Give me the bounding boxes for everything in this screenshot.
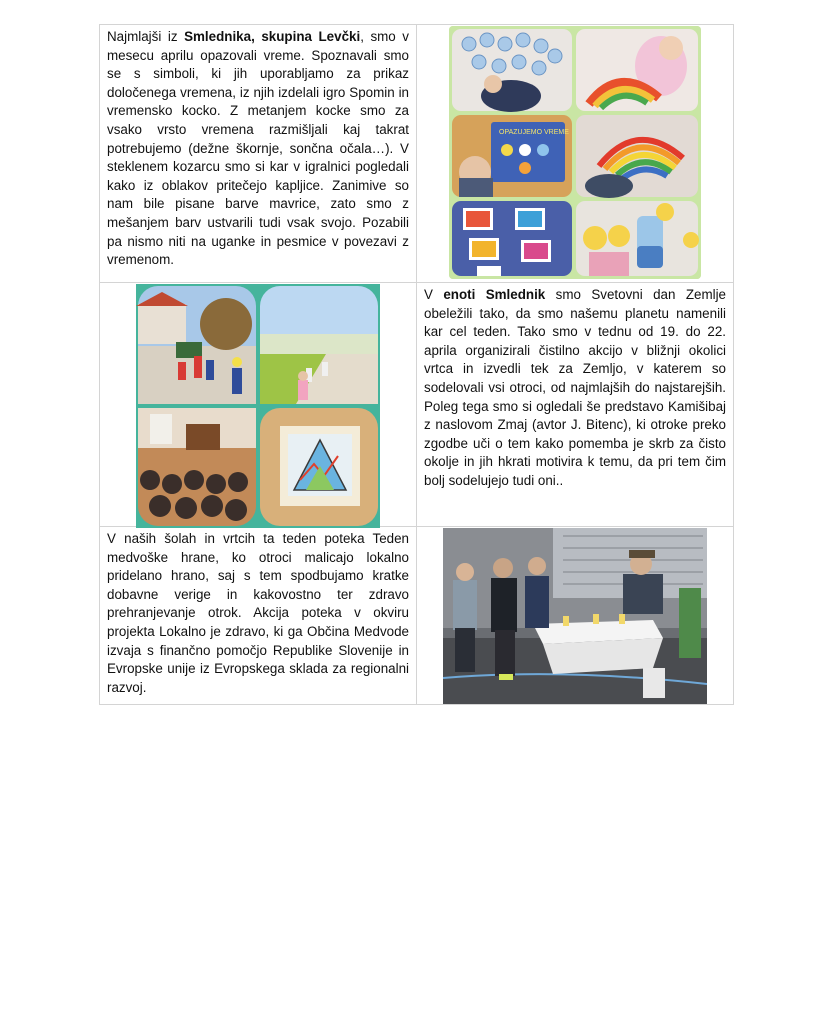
- weather-collage-image: [449, 26, 701, 279]
- table-row: [100, 25, 734, 283]
- table-row: [100, 283, 734, 527]
- board-label: OPAZUJEMO VREME: [499, 129, 569, 136]
- local-food-paragraph: V naših šolah in vrtcih ta teden poteka Teden medvoške hrane, ko otroci malicajo lokalno pridelano hrano, saj s tem spodbujamo kratke dobavne verige in kakovostno ter zdravo prehranjevanje otrok. Akcija poteka v okviru projekta Lokalno je zdravo, ki ga Občina Medvode izvaja s finančno pomočjo Republike Slovenije in Evropske unije iz Evropskega sklada za regionalni razvoj.: [107, 531, 409, 695]
- weather-activities-collage: [449, 26, 701, 279]
- table-row: [100, 527, 734, 705]
- content-table: [99, 24, 734, 705]
- local-food-photo-image: [443, 528, 707, 704]
- earth-day-collage: [136, 284, 380, 528]
- earth-day-paragraph: V enoti Smlednik smo Svetovni dan Zemlje obeležili tako, da smo našemu planetu namenili kar cel teden. Tako smo v tednu od 19. do 22. aprila organizirali čistilno akcijo v bližnji okolici vrtca in izvedli tek za Zemljo, v katerem so sodelovali vsi otroci, od najmlajših do najstarejših. Poleg tega smo si ogledali še predstavo Kamišibaj z naslovom Zmaj (avtor J. Bitenc), ki otroke preko zgodbe uči o tem kako pomemba je skrb za čisto okolje in jih hkrati motivira k temu, da pri tem čim bolj sodelujejo tudi oni..: [424, 287, 726, 488]
- local-food-photo: [443, 528, 707, 704]
- weather-paragraph: Najmlajši iz Smlednika, skupina Levčki, smo v mesecu aprilu opazovali vreme. Spoznavali smo se s simboli, ki jih uporabljamo za prikaz določenega vremena, iz njih izdelali igro Spomin in vremensko kocko. Z metanjem kocke smo za vsako vrsto vremena razmišljali kaj takrat potrebujemo (dežne škornje, sončna očala…). V steklenem kozarcu smo si kar v igralnici pogledali kako iz oblakov pritečejo kapljice. Zanimive so nam bile pisane barve mavrice, zato smo z mešanjem barv ustvarili tudi vsak svojo. Pozabili pa nismo niti na uganke in pesmice v povezavi z vremenom.: [107, 29, 409, 268]
- earth-day-collage-image: [136, 284, 380, 528]
